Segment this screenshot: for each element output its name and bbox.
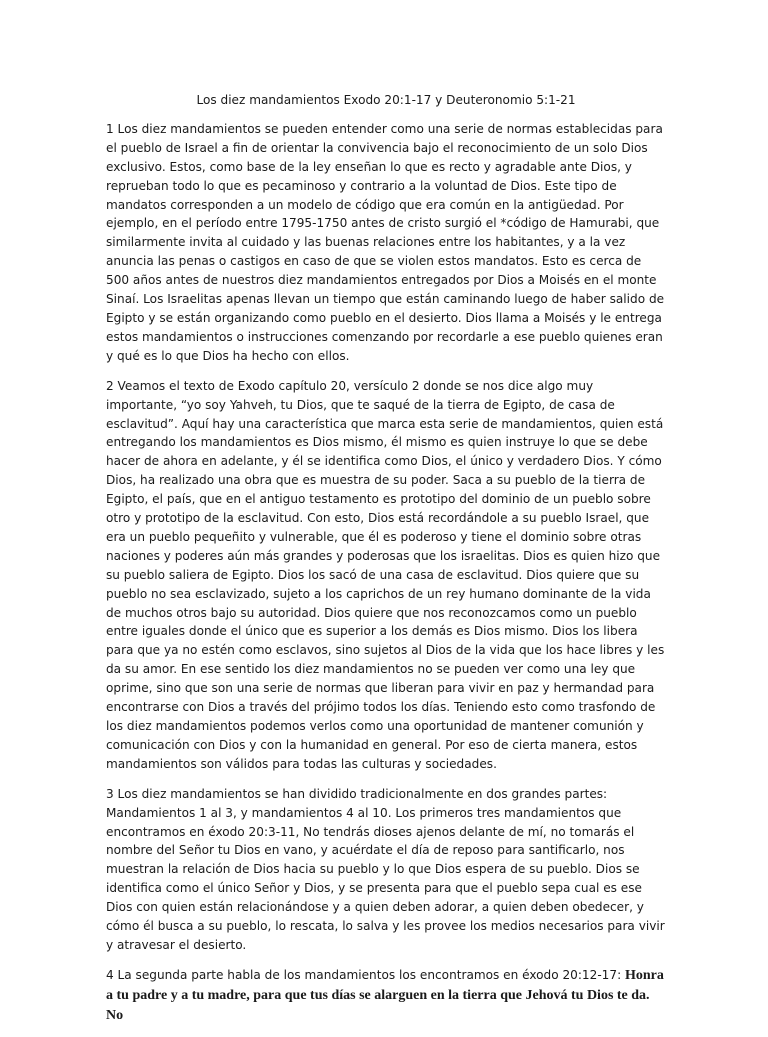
paragraph-4: [106, 966, 666, 1026]
paragraph-3: 3 Los diez mandamientos se han dividido tradicionalmente en dos grandes partes: Mandamientos 1 al 3, y mandamientos 4 al 10. Los primeros tres mandamientos que encontramos en éxodo 20:3-11, No tendrás dioses ajenos delante de mí, no tomarás el nombre del Señor tu Dios en vano, y acuérdate el día de reposo para santificarlo, nos muestran la relación de Dios hacia su pueblo y lo que Dios espera de su pueblo. Dios se identifica como el único Señor y Dios, y se presenta para que el pueblo sepa cual es ese Dios con quien están relacionándose y a quien deben adorar, a quien deben obedecer, y cómo él busca a su pueblo, lo rescata, lo salva y les provee los medios necesarios para vivir y atravesar el desierto.: [106, 786, 665, 952]
document-title: Los diez mandamientos Exodo 20:1-17 y Deuteronomio 5:1-21: [196, 93, 576, 107]
paragraph-2: 2 Veamos el texto de Exodo capítulo 20, versículo 2 donde se nos dice algo muy importante, “yo soy Yahveh, tu Dios, que te saqué de la tierra de Egipto, de casa de esclavitud”. Aquí hay una característica que marca esta serie de mandamientos, quien está entregando los mandamientos es Dios mismo, él mismo es quien instruye lo que se debe hacer de ahora en adelante, y él se identifica como Dios, el único y verdadero Dios. Y cómo Dios, ha realizado una obra que es muestra de su poder. Saca a su pueblo de la tierra de Egipto, el país, que en el antiguo testamento es prototipo del dominio de un pueblo sobre otro y prototipo de la esclavitud. Con esto, Dios está recordándole a su pueblo Israel, que era un pueblo pequeñito y vulnerable, que él es poderoso y tiene el dominio sobre otras naciones y poderes aún más grandes y poderosas que los israelitas. Dios es quien hizo que su pueblo saliera de Egipto. Dios los sacó de una casa de esclavitud. Dios quiere que su pueblo no sea esclavizado, sujeto a los caprichos de un rey humano dominante de la vida de muchos otros bajo su autoridad. Dios quiere que nos reconozcamos como un pueblo entre iguales donde el único que es superior a los demás es Dios mismo. Dios los libera para que ya no estén como esclavos, sino sujetos al Dios de la vida que los hace libres y les da su amor. En ese sentido los diez mandamientos no se pueden ver como una ley que oprime, sino que son una serie de normas que liberan para vivir en paz y hermandad para encontrarse con Dios a través del prójimo todos los días. Teniendo esto como trasfondo de los diez mandamientos podemos verlos como una oportunidad de mantener comunión y comunicación con Dios y con la humanidad en general. Por eso de cierta manera, estos mandamientos son válidos para todas las culturas y sociedades.: [106, 378, 665, 771]
paragraph-4-quote: Honra a tu padre y a tu madre, para que tus días se alarguen en la tierra que Jehová tu Dios te da. No: [106, 967, 664, 1023]
paragraph-4-intro: 4 La segunda parte habla de los mandamientos los encontramos en éxodo 20:12-17:: [106, 967, 625, 982]
document-page: [106, 91, 666, 1037]
paragraph-1: 1 Los diez mandamientos se pueden entender como una serie de normas establecidas para el pueblo de Israel a fin de orientar la convivencia bajo el reconocimiento de un solo Dios exclusivo. Estos, como base de la ley enseñan lo que es recto y agradable ante Dios, y reprueban todo lo que es pecaminoso y contrario a la voluntad de Dios. Este tipo de mandatos corresponden a un modelo de código que era común en la antigüedad. Por ejemplo, en el período entre 1795-1750 antes de cristo surgió el *código de Hamurabi, que similarmente invita al cuidado y las buenas relaciones entre los habitantes, y a la vez anuncia las penas o castigos en caso de que se violen estos mandatos. Esto es cerca de 500 años antes de nuestros diez mandamientos entregados por Dios a Moisés en el monte Sinaí. Los Israelitas apenas llevan un tiempo que están caminando luego de haber salido de Egipto y se están organizando como pueblo en el desierto. Dios llama a Moisés y le entrega estos mandamientos o instrucciones comenzando por recordarle a ese pueblo quienes eran y qué es lo que Dios ha hecho con ellos.: [106, 121, 665, 363]
